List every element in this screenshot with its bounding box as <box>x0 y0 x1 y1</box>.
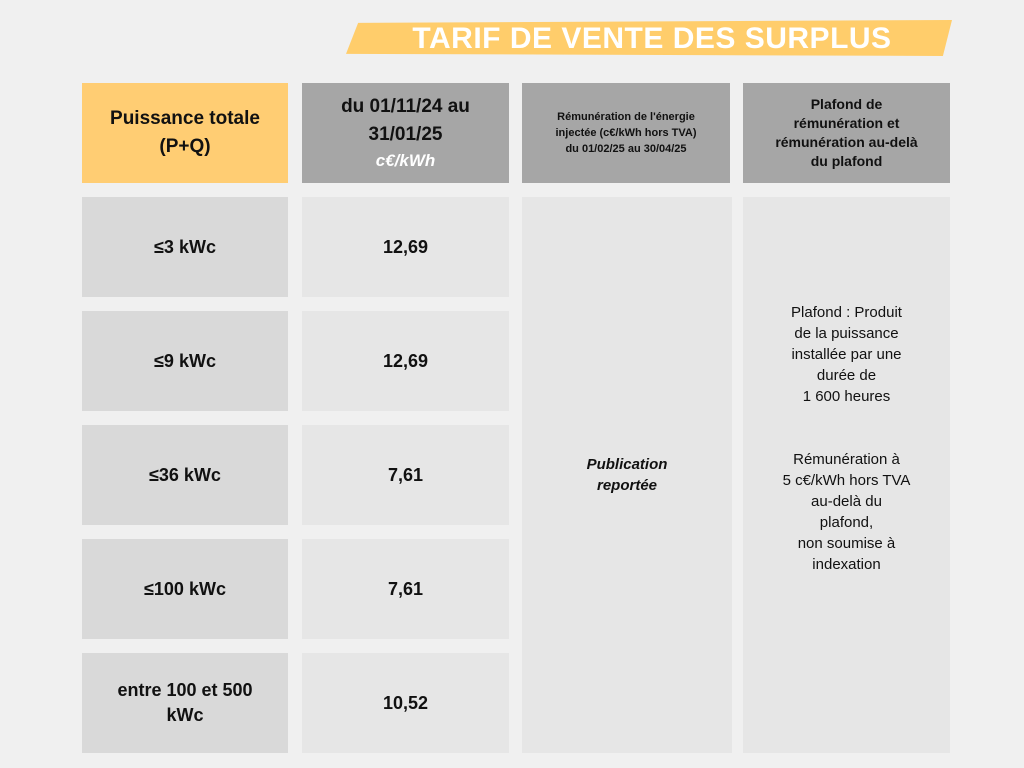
header-period-2: Rémunération de l'énergie injectée (c€/kWh hors TVA) du 01/02/25 au 30/04/25 <box>522 83 730 183</box>
row-label: ≤36 kWc <box>82 425 288 525</box>
row-value: 10,52 <box>302 653 509 753</box>
row-value: 7,61 <box>302 539 509 639</box>
row-label: entre 100 et 500 kWc <box>82 653 288 753</box>
period-2-note: Publication reportée <box>522 197 732 753</box>
ceiling-cell <box>743 197 950 753</box>
row-label: ≤9 kWc <box>82 311 288 411</box>
row-value: 12,69 <box>302 311 509 411</box>
row-value: 7,61 <box>302 425 509 525</box>
row-label: ≤3 kWc <box>82 197 288 297</box>
header-ceiling: Plafond de rémunération et rémunération au-delà du plafond <box>743 83 950 183</box>
header-power: Puissance totale (P+Q) <box>82 83 288 183</box>
ceiling-plafond-text: Plafond : Produit de la puissance installée par une durée de 1 600 heures <box>791 304 902 405</box>
header-period-1 <box>302 83 509 183</box>
page-title: TARIF DE VENTE DES SURPLUS <box>412 22 892 55</box>
header-period-1-label: du 01/11/24 au 31/01/25 <box>341 96 470 145</box>
header-period-1-unit: c€/kWh <box>375 151 436 170</box>
ceiling-beyond-text: Rémunération à 5 c€/kWh hors TVA au-delà du plafond, non soumise à indexation <box>782 451 911 573</box>
row-value: 12,69 <box>302 197 509 297</box>
row-label: ≤100 kWc <box>82 539 288 639</box>
